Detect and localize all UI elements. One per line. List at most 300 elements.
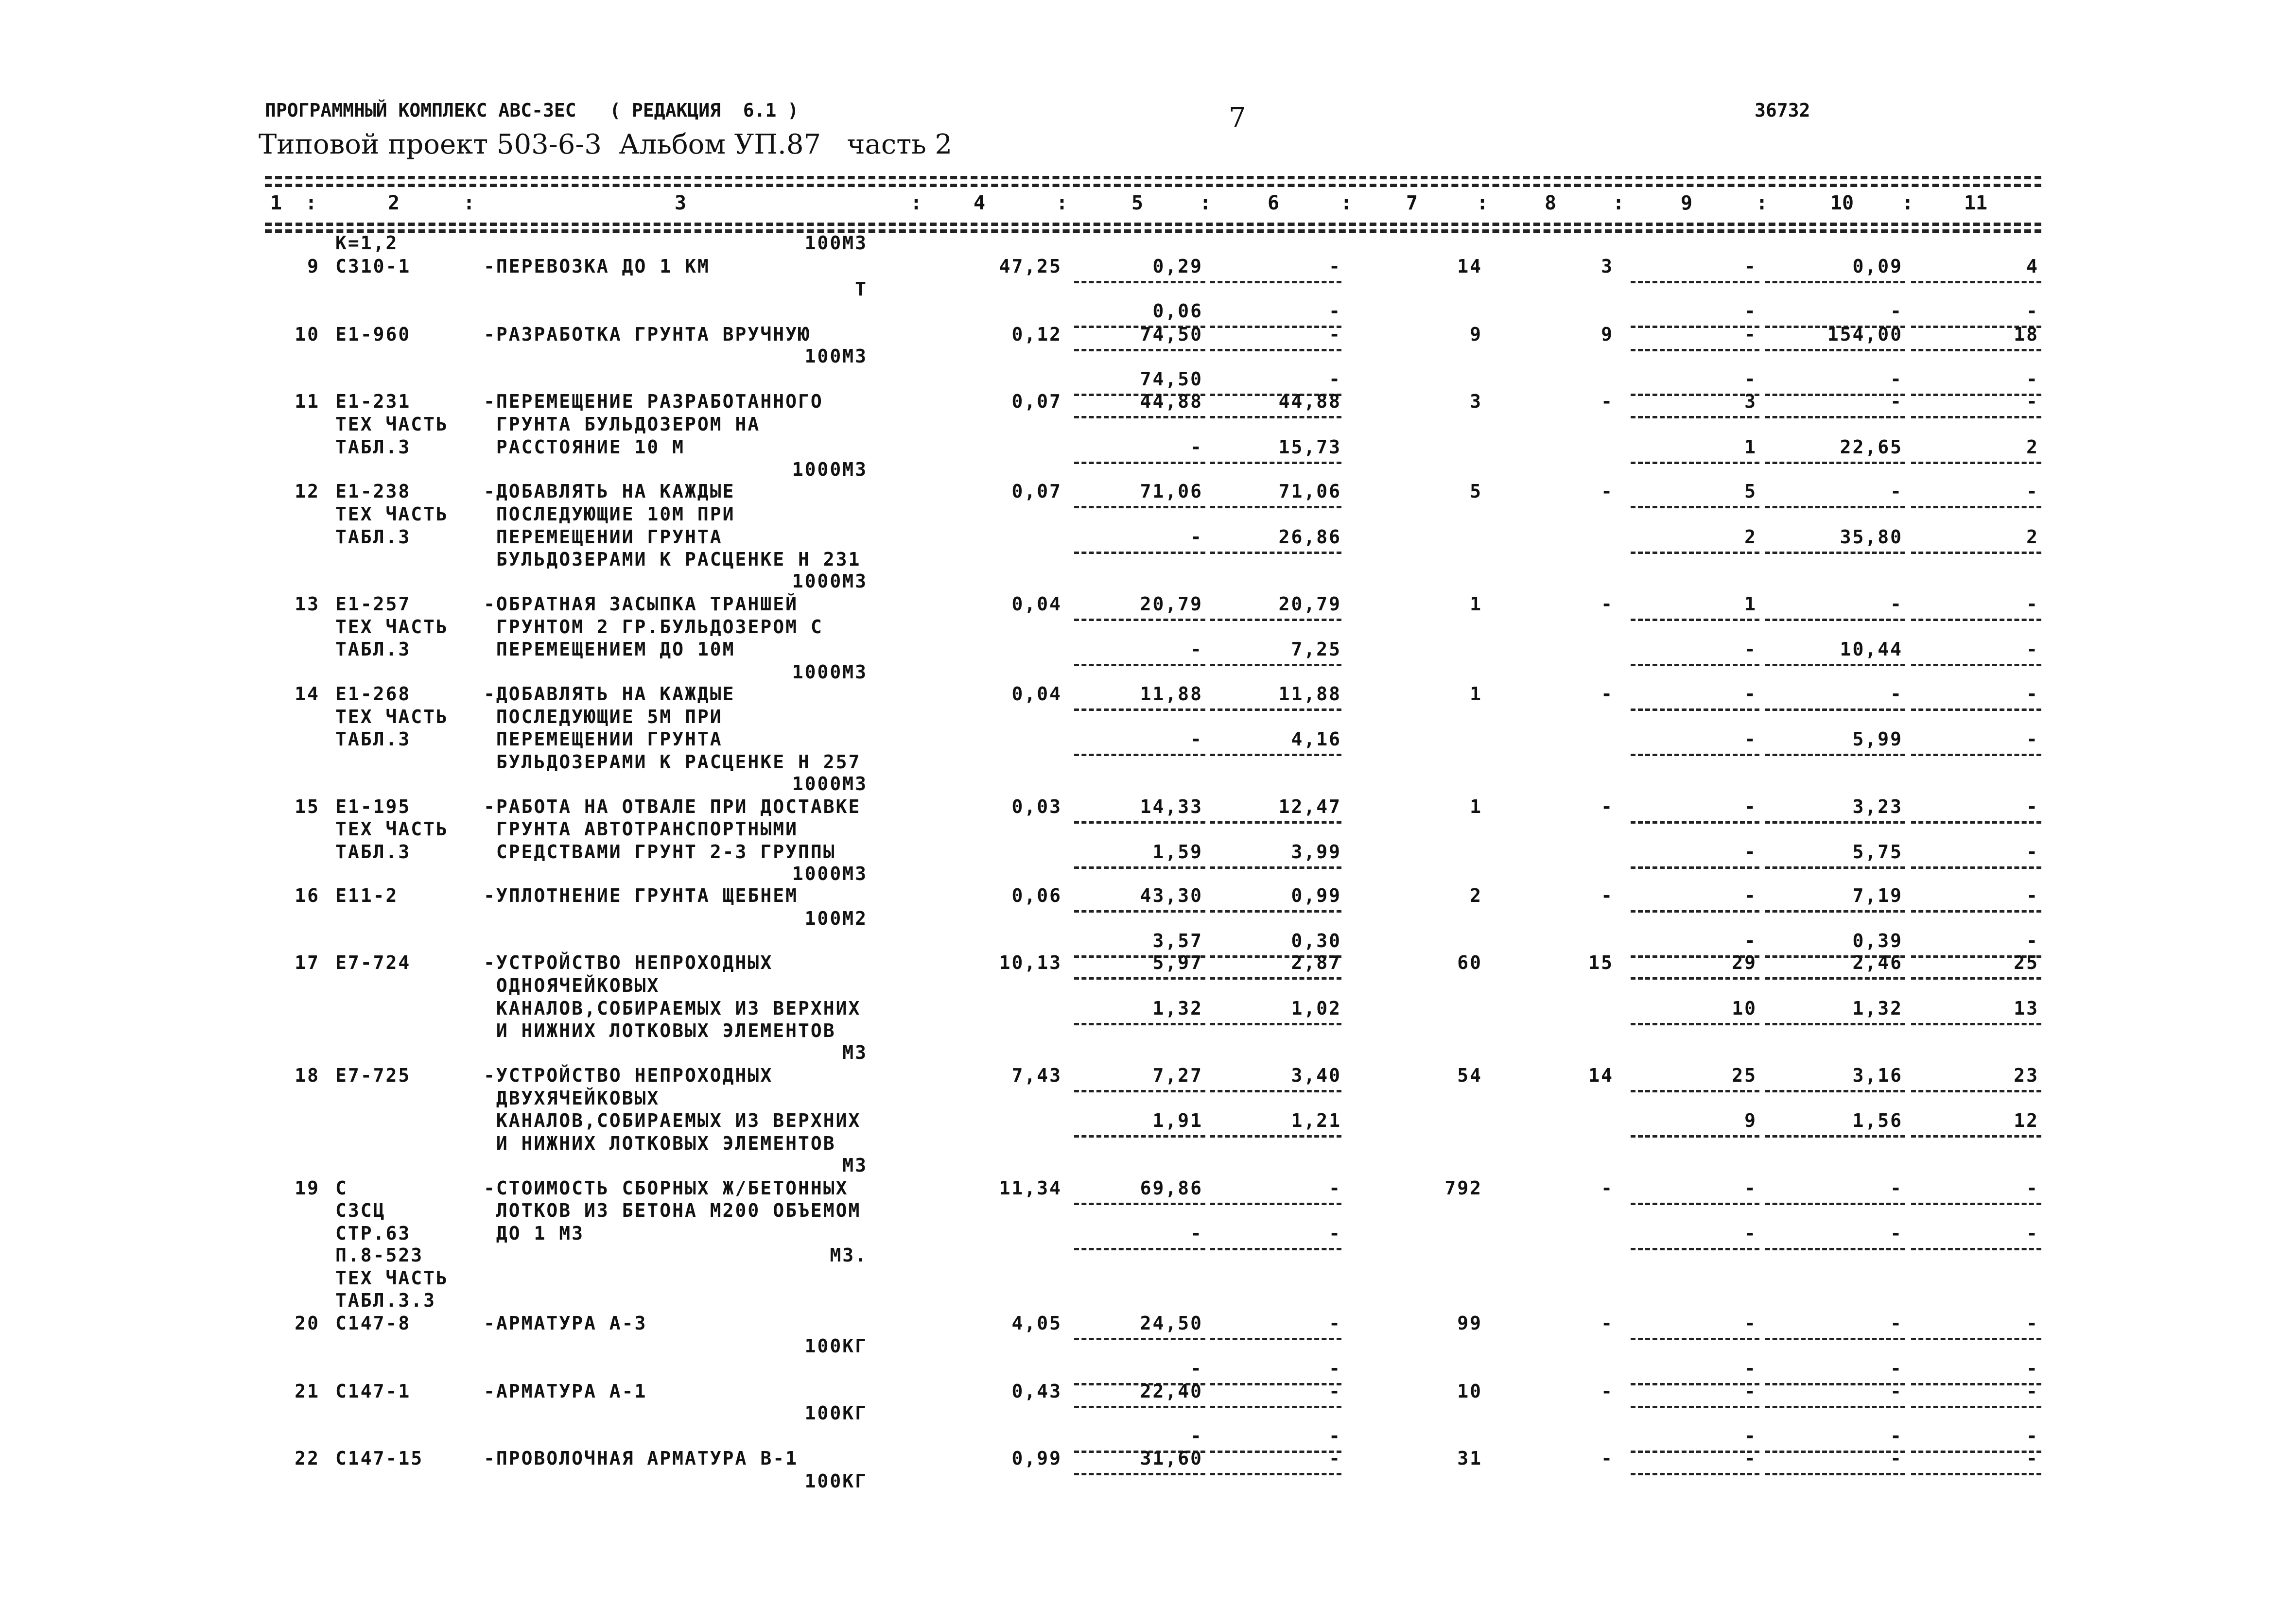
cell-c5: 1,59 (1152, 841, 1203, 863)
cell-c1: 11 (295, 391, 320, 412)
cell-divider (1074, 1338, 1205, 1340)
cell-c10: 35,80 (1840, 526, 1903, 548)
cell-c6: 12,47 (1278, 796, 1341, 817)
cell-divider (1631, 349, 1759, 351)
cell-divider (1074, 821, 1205, 824)
cell-c5: 7,27 (1152, 1065, 1203, 1086)
cell-c9: - (1744, 1223, 1757, 1244)
cell-divider (1765, 1473, 1905, 1475)
column-separator: : (1612, 192, 1625, 214)
cell-c3: -АРМАТУРА А-1 (484, 1381, 647, 1402)
cell-c7: 31 (1457, 1448, 1482, 1469)
cell-divider (1631, 326, 1759, 328)
cell-c5: 22,40 (1140, 1381, 1203, 1402)
project-title: Типовой проект 503-6-3 Альбом УП.87 часть 2 (259, 129, 953, 160)
cell-c1: 19 (295, 1177, 320, 1199)
cell-c9: - (1744, 1448, 1757, 1469)
cell-c3: КАНАЛОВ,СОБИРАЕМЫХ ИЗ ВЕРХНИХ (484, 1110, 861, 1131)
cell-c9: 3 (1744, 391, 1757, 412)
cell-c6: - (1329, 1448, 1341, 1469)
cell-divider (1210, 977, 1341, 980)
cell-c10: 1,32 (1852, 998, 1903, 1019)
cell-c10: - (1890, 1425, 1903, 1447)
cell-c10: - (1890, 300, 1903, 322)
cell-c1: 13 (295, 593, 320, 615)
cell-c3: ДВУХЯЧЕЙКОВЫХ (484, 1088, 660, 1109)
cell-c8: 9 (1601, 324, 1614, 345)
cell-c7: 1 (1470, 683, 1482, 705)
cell-divider (1210, 664, 1341, 666)
cell-c7: 9 (1470, 324, 1482, 345)
cell-divider (1210, 349, 1341, 351)
cell-c6: - (1329, 1358, 1341, 1379)
cell-c5: 24,50 (1140, 1313, 1203, 1334)
cell-divider (1631, 754, 1759, 756)
cell-c3: -ПЕРЕВОЗКА ДО 1 КМ (484, 256, 710, 277)
cell-c3: -ДОБАВЛЯТЬ НА КАЖДЫЕ (484, 481, 735, 502)
cell-c3: -РАЗРАБОТКА ГРУНТА ВРУЧНУЮ (484, 324, 811, 345)
cell-divider (1074, 462, 1205, 464)
cell-c11: 2 (2026, 526, 2039, 548)
cell-c2: ТАБЛ.3.3 (335, 1290, 436, 1311)
cell-c3: ГРУНТА БУЛЬДОЗЕРОМ НА (484, 414, 761, 435)
cell-divider (1210, 1023, 1341, 1025)
cell-divider (1210, 462, 1341, 464)
cell-c1: 20 (295, 1313, 320, 1334)
cell-c9: - (1744, 683, 1757, 705)
cell-divider (1765, 977, 1905, 980)
cell-divider (1631, 664, 1759, 666)
cell-c3u: 1000М3 (792, 661, 868, 683)
cell-divider (1765, 1248, 1905, 1250)
cell-divider (1765, 754, 1905, 756)
cell-divider (1631, 394, 1759, 396)
cell-c6: 11,88 (1278, 683, 1341, 705)
cell-c11: - (2026, 841, 2039, 863)
cell-c6: 2,87 (1291, 952, 1341, 973)
cell-c3: -СТОИМОСТЬ СБОРНЫХ Ж/БЕТОННЫХ (484, 1177, 849, 1199)
cell-divider (1765, 1135, 1905, 1138)
cell-c10: 3,23 (1852, 796, 1903, 817)
cell-divider (1911, 821, 2041, 824)
cell-c3u: Т (855, 278, 868, 300)
cell-c3u: 1000М3 (792, 773, 868, 795)
cell-c11: 4 (2026, 256, 2039, 277)
cell-c2: Е7-724 (335, 952, 411, 973)
cell-c8: - (1601, 796, 1614, 817)
cell-c4: 0,07 (1011, 391, 1062, 412)
cell-c11: - (2026, 796, 2039, 817)
cell-c7: 99 (1457, 1313, 1482, 1334)
cell-divider (1765, 1406, 1905, 1408)
cell-divider (1631, 1023, 1759, 1025)
cell-divider (1765, 416, 1905, 418)
cell-divider (1911, 506, 2041, 508)
cell-c2: СЗСЦ (335, 1200, 386, 1221)
cell-c11: - (2026, 300, 2039, 322)
cell-c5: 5,97 (1152, 952, 1203, 973)
column-separator: : (910, 192, 922, 214)
document-code: 36732 (1755, 100, 1810, 121)
cell-c5: 0,06 (1152, 300, 1203, 322)
cell-c4: 7,43 (1011, 1065, 1062, 1086)
cell-divider (1911, 1248, 2041, 1250)
cell-divider (1074, 708, 1205, 711)
cell-c5: 1,91 (1152, 1110, 1203, 1131)
cell-c5: - (1190, 1425, 1203, 1447)
cell-c3: БУЛЬДОЗЕРАМИ К РАСЦЕНКЕ Н 231 (484, 549, 861, 570)
cell-c9: - (1744, 1177, 1757, 1199)
cell-c11: - (2026, 593, 2039, 615)
cell-c3u: 1000М3 (792, 459, 868, 480)
cell-divider (1765, 1023, 1905, 1025)
cell-c3: ЛОТКОВ ИЗ БЕТОНА М200 ОБЪЕМОМ (484, 1200, 861, 1221)
cell-c3: -ДОБАВЛЯТЬ НА КАЖДЫЕ (484, 683, 735, 705)
cell-c2: П.8-523 (335, 1244, 424, 1266)
cell-divider (1631, 910, 1759, 913)
column-header-9: 9 (1680, 192, 1693, 214)
cell-c9: - (1744, 1425, 1757, 1447)
cell-c1: 10 (295, 324, 320, 345)
cell-c5: - (1190, 639, 1203, 660)
cell-divider (1631, 1090, 1759, 1092)
cell-c11: - (2026, 1313, 2039, 1334)
cell-c1: 21 (295, 1381, 320, 1402)
cell-divider (1074, 552, 1205, 554)
cell-c11: - (2026, 683, 2039, 705)
cell-divider (1911, 416, 2041, 418)
cell-divider (1074, 1090, 1205, 1092)
column-header-6: 6 (1267, 192, 1280, 214)
cell-c3: -УПЛОТНЕНИЕ ГРУНТА ЩЕБНЕМ (484, 885, 798, 906)
cell-divider (1765, 866, 1905, 869)
cell-c6: 0,30 (1291, 930, 1341, 951)
cell-c6: 15,73 (1278, 436, 1341, 458)
cell-c3: -РАБОТА НА ОТВАЛЕ ПРИ ДОСТАВКЕ (484, 796, 861, 817)
cell-c9: - (1744, 728, 1757, 750)
cell-c3: -ПРОВОЛОЧНАЯ АРМАТУРА В-1 (484, 1448, 798, 1469)
cell-c6: 20,79 (1278, 593, 1341, 615)
cell-divider (1911, 910, 2041, 913)
cell-divider (1911, 1473, 2041, 1475)
column-separator: : (463, 192, 475, 214)
cell-divider (1210, 910, 1341, 913)
cell-c5: 0,29 (1152, 256, 1203, 277)
cell-c9: - (1744, 639, 1757, 660)
cell-c11: 12 (2014, 1110, 2039, 1131)
cell-divider (1210, 821, 1341, 824)
cell-divider (1210, 281, 1341, 283)
cell-c10: 154,00 (1827, 324, 1903, 345)
cell-divider (1631, 1451, 1759, 1453)
column-separator: : (1056, 192, 1068, 214)
cell-c11: 18 (2014, 324, 2039, 345)
cell-divider (1631, 1473, 1759, 1475)
column-header-10: 10 (1830, 192, 1854, 214)
cell-c2: С147-15 (335, 1448, 424, 1469)
cell-c8: - (1601, 885, 1614, 906)
cell-c3: ПЕРЕМЕЩЕНИИ ГРУНТА (484, 526, 723, 548)
cell-c3u: 100М3 (804, 232, 868, 254)
column-header-2: 2 (387, 192, 400, 214)
cell-c5: - (1190, 526, 1203, 548)
cell-divider (1911, 281, 2041, 283)
cell-divider (1631, 462, 1759, 464)
cell-divider (1631, 416, 1759, 418)
cell-c2: ТЕХ ЧАСТЬ (335, 706, 449, 727)
cell-c3: ГРУНТА АВТОТРАНСПОРТНЫМИ (484, 818, 798, 840)
cell-divider (1911, 708, 2041, 711)
cell-divider (1631, 1406, 1759, 1408)
cell-c5: - (1190, 1223, 1203, 1244)
cell-c10: - (1890, 1313, 1903, 1334)
column-header-4: 4 (973, 192, 986, 214)
column-header-11: 11 (1964, 192, 1988, 214)
cell-divider (1911, 1135, 2041, 1138)
cell-divider (1074, 1473, 1205, 1475)
cell-divider (1765, 1451, 1905, 1453)
cell-divider (1911, 619, 2041, 621)
cell-c7: 3 (1470, 391, 1482, 412)
cell-c5: 11,88 (1140, 683, 1203, 705)
cell-divider (1210, 1383, 1341, 1385)
cell-c5: 71,06 (1140, 481, 1203, 502)
cell-c2: ТЕХ ЧАСТЬ (335, 616, 449, 638)
cell-c10: - (1890, 683, 1903, 705)
cell-c1: 14 (295, 683, 320, 705)
cell-divider (1210, 1090, 1341, 1092)
cell-divider (1765, 664, 1905, 666)
table-header-rule (265, 223, 2041, 226)
cell-divider (1210, 619, 1341, 621)
cell-c6: 71,06 (1278, 481, 1341, 502)
cell-c8: - (1601, 1313, 1614, 1334)
cell-c11: - (2026, 1381, 2039, 1402)
cell-c9: - (1744, 930, 1757, 951)
cell-c2: ТАБЛ.3 (335, 639, 411, 660)
cell-divider (1074, 910, 1205, 913)
cell-divider (1631, 1203, 1759, 1205)
cell-divider (1074, 754, 1205, 756)
cell-divider (1210, 1338, 1341, 1340)
cell-c3u: М3 (842, 1155, 868, 1176)
cell-c6: 1,21 (1291, 1110, 1341, 1131)
cell-c11: - (2026, 1223, 2039, 1244)
cell-c5: - (1190, 728, 1203, 750)
cell-c9: 29 (1732, 952, 1757, 973)
cell-c2: К=1,2 (335, 232, 399, 254)
cell-c2: С147-1 (335, 1381, 411, 1402)
cell-c3: И НИЖНИХ ЛОТКОВЫХ ЭЛЕМЕНТОВ (484, 1020, 836, 1041)
cell-divider (1631, 866, 1759, 869)
cell-c11: - (2026, 639, 2039, 660)
column-separator: : (1476, 192, 1489, 214)
cell-divider (1911, 1451, 2041, 1453)
cell-divider (1210, 708, 1341, 711)
cell-c6: 7,25 (1291, 639, 1341, 660)
cell-c10: - (1890, 481, 1903, 502)
cell-c11: - (2026, 1358, 2039, 1379)
cell-c6: 44,88 (1278, 391, 1341, 412)
column-separator: : (305, 192, 317, 214)
table-top-rule-2 (265, 184, 2041, 187)
cell-c5: - (1190, 1358, 1203, 1379)
cell-c11: 2 (2026, 436, 2039, 458)
cell-c3: ПЕРЕМЕЩЕНИЕМ ДО 10М (484, 639, 735, 660)
cell-c4: 11,34 (999, 1177, 1062, 1199)
cell-divider (1210, 1203, 1341, 1205)
cell-c9: 25 (1732, 1065, 1757, 1086)
cell-c7: 60 (1457, 952, 1482, 973)
column-header-8: 8 (1544, 192, 1557, 214)
cell-c8: - (1601, 593, 1614, 615)
cell-c9: 2 (1744, 526, 1757, 548)
cell-divider (1911, 1203, 2041, 1205)
cell-c10: 10,44 (1840, 639, 1903, 660)
cell-divider (1765, 910, 1905, 913)
cell-divider (1631, 1338, 1759, 1340)
cell-c11: - (2026, 481, 2039, 502)
cell-c6: - (1329, 1177, 1341, 1199)
cell-c2: СТР.63 (335, 1223, 411, 1244)
cell-c3u: 1000М3 (792, 570, 868, 592)
cell-c9: - (1744, 300, 1757, 322)
cell-c5: 74,50 (1140, 368, 1203, 390)
cell-divider (1911, 462, 2041, 464)
cell-divider (1074, 416, 1205, 418)
cell-c7: 5 (1470, 481, 1482, 502)
cell-divider (1631, 506, 1759, 508)
cell-divider (1631, 1248, 1759, 1250)
cell-divider (1911, 1383, 2041, 1385)
cell-c3: -УСТРОЙСТВО НЕПРОХОДНЫХ (484, 952, 773, 973)
cell-divider (1765, 394, 1905, 396)
cell-divider (1210, 1248, 1341, 1250)
cell-c4: 0,12 (1011, 324, 1062, 345)
cell-divider (1631, 1383, 1759, 1385)
column-header-7: 7 (1406, 192, 1418, 214)
cell-c1: 12 (295, 481, 320, 502)
cell-c6: - (1329, 1381, 1341, 1402)
cell-c3: -ПЕРЕМЕЩЕНИЕ РАЗРАБОТАННОГО (484, 391, 823, 412)
cell-c2: Е1-960 (335, 324, 411, 345)
cell-divider (1210, 506, 1341, 508)
cell-c3: КАНАЛОВ,СОБИРАЕМЫХ ИЗ ВЕРХНИХ (484, 998, 861, 1019)
cell-c3: ПОСЛЕДУЮЩИЕ 5М ПРИ (484, 706, 723, 727)
cell-c9: - (1744, 256, 1757, 277)
cell-c6: 1,02 (1291, 998, 1341, 1019)
cell-c8: - (1601, 683, 1614, 705)
cell-divider (1911, 1406, 2041, 1408)
cell-divider (1074, 1406, 1205, 1408)
table-header-rule-2 (265, 229, 2041, 233)
cell-c9: - (1744, 885, 1757, 906)
cell-c8: - (1601, 481, 1614, 502)
cell-divider (1765, 1383, 1905, 1385)
cell-divider (1074, 1248, 1205, 1250)
cell-c5: 20,79 (1140, 593, 1203, 615)
cell-c5: 31,60 (1140, 1448, 1203, 1469)
cell-c11: 13 (2014, 998, 2039, 1019)
cell-divider (1631, 708, 1759, 711)
cell-c5: 14,33 (1140, 796, 1203, 817)
cell-c6: - (1329, 368, 1341, 390)
cell-c1: 9 (307, 256, 320, 277)
cell-divider (1074, 349, 1205, 351)
cell-c11: - (2026, 728, 2039, 750)
cell-c2: Е1-238 (335, 481, 411, 502)
cell-c2: ТАБЛ.3 (335, 841, 411, 863)
cell-divider (1765, 708, 1905, 711)
cell-c3u: 100М3 (804, 346, 868, 367)
cell-c11: 25 (2014, 952, 2039, 973)
cell-c3u: 100КГ (804, 1470, 868, 1492)
cell-c10: 2,46 (1852, 952, 1903, 973)
cell-c4: 0,04 (1011, 683, 1062, 705)
cell-divider (1911, 394, 2041, 396)
cell-c2: Е11-2 (335, 885, 399, 906)
cell-c10: - (1890, 1223, 1903, 1244)
cell-divider (1765, 821, 1905, 824)
cell-c2: ТЕХ ЧАСТЬ (335, 818, 449, 840)
cell-divider (1210, 326, 1341, 328)
cell-divider (1074, 664, 1205, 666)
column-separator: : (1340, 192, 1353, 214)
cell-c1: 18 (295, 1065, 320, 1086)
cell-c5: 43,30 (1140, 885, 1203, 906)
cell-divider (1631, 281, 1759, 283)
cell-c4: 0,06 (1011, 885, 1062, 906)
cell-c3u: 100КГ (804, 1402, 868, 1424)
cell-c2: ТЕХ ЧАСТЬ (335, 503, 449, 525)
cell-divider (1911, 1338, 2041, 1340)
cell-divider (1210, 1451, 1341, 1453)
cell-c3u: М3 (842, 1042, 868, 1063)
cell-c3: ГРУНТОМ 2 ГР.БУЛЬДОЗЕРОМ С (484, 616, 823, 638)
cell-divider (1911, 754, 2041, 756)
cell-c1: 15 (295, 796, 320, 817)
cell-c2: ТАБЛ.3 (335, 526, 411, 548)
cell-c8: - (1601, 1381, 1614, 1402)
cell-c11: - (2026, 1448, 2039, 1469)
cell-c3: ПОСЛЕДУЮЩИЕ 10М ПРИ (484, 503, 735, 525)
table-top-rule (265, 176, 2041, 179)
cell-divider (1210, 416, 1341, 418)
cell-c2: С147-8 (335, 1313, 411, 1334)
cell-c2: ТАБЛ.3 (335, 436, 411, 458)
cell-divider (1911, 1090, 2041, 1092)
cell-c3u: 1000М3 (792, 863, 868, 884)
cell-divider (1074, 1135, 1205, 1138)
cell-c9: - (1744, 841, 1757, 863)
cell-c2: С (335, 1177, 348, 1199)
cell-divider (1911, 1023, 2041, 1025)
cell-c3: -УСТРОЙСТВО НЕПРОХОДНЫХ (484, 1065, 773, 1086)
cell-divider (1074, 1023, 1205, 1025)
cell-divider (1074, 506, 1205, 508)
cell-divider (1631, 821, 1759, 824)
cell-c10: - (1890, 1358, 1903, 1379)
cell-c9: - (1744, 796, 1757, 817)
cell-c4: 0,04 (1011, 593, 1062, 615)
cell-c9: - (1744, 1358, 1757, 1379)
cell-c3: БУЛЬДОЗЕРАМИ К РАСЦЕНКЕ Н 257 (484, 751, 861, 773)
cell-c11: - (2026, 885, 2039, 906)
cell-divider (1074, 977, 1205, 980)
cell-c11: - (2026, 368, 2039, 390)
cell-c2: ТЕХ ЧАСТЬ (335, 414, 449, 435)
cell-c8: - (1601, 391, 1614, 412)
